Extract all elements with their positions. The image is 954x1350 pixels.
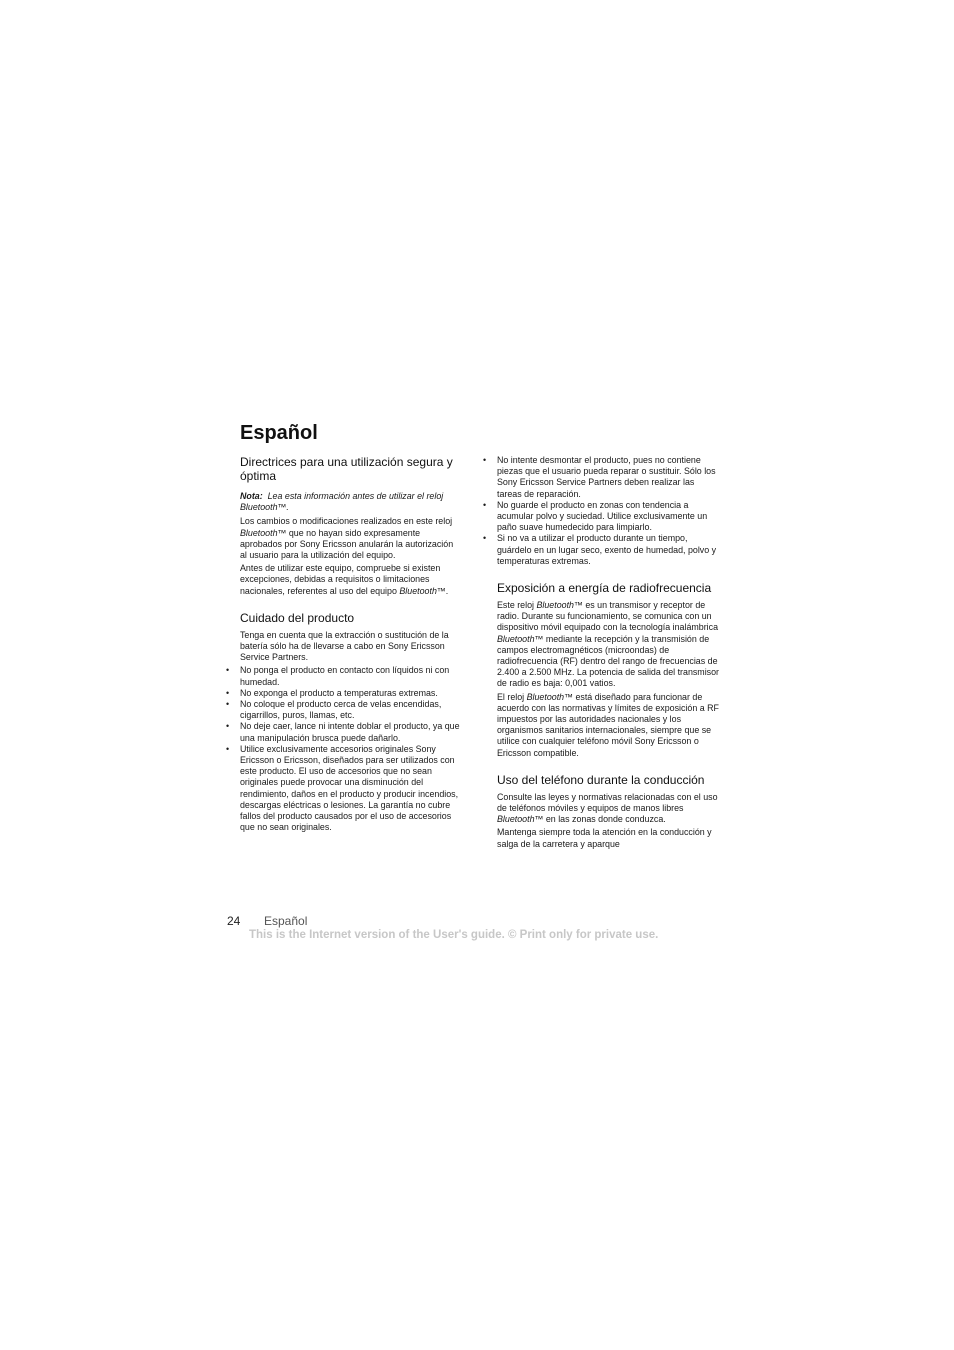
text-span: ™ está diseñado para funcionar de acuerdo con las normativas y límites de exposición a RF impuestos por las autoridades nacionales y los organismos sanitarios internacionales, siempre que se utilice con cualquier teléfono móvil Sony Ericsson o Ericsson compatible. [497,691,719,758]
bullet-icon: • [483,533,487,544]
list-item [226,699,462,721]
care-bullet-list [226,665,462,833]
text-span: El reloj [497,691,527,702]
bullet-icon: • [226,721,230,732]
bluetooth-term: Bluetooth [240,527,278,538]
list-item-text: No intente desmontar el producto, pues no contiene piezas que el usuario pueda reparar o sustituir. Sólo los Sony Ericsson Service Partners deben realizar las tareas de reparación. [497,455,716,499]
text-span: Los cambios o modificaciones realizados en este reloj [240,516,453,527]
note-label: Nota: [240,491,263,501]
list-item-text: Utilice exclusivamente accesorios originales Sony Ericsson o Ericsson, diseñados para ser utilizados con este producto. El uso de accesorios que no sean originales puede provocar una disminución del rendimiento, daños en el producto y producir incendios, descargas eléctricas o lesiones. La garantía no cubre fallos del producto causados por el uso de accesorios que no sean originales. [240,743,459,833]
list-item-text: No deje caer, lance ni intente doblar el producto, ya que una manipulación brusca puede dañarlo. [240,721,460,743]
bullet-icon: • [483,455,487,465]
bluetooth-term: Bluetooth [497,814,535,825]
list-item-text: No guarde el producto en zonas con tendencia a acumular polvo y suciedad. Utilice exclusivamente un paño suave humedecido para limpiarlo. [497,499,708,533]
text-span: ™ en las zonas donde conduzca. [534,814,666,825]
bluetooth-term: Bluetooth [497,633,535,644]
care-bullet-list-continued [483,455,719,567]
list-item-text: No coloque el producto cerca de velas encendidas, cigarrillos, puros, llamas, etc. [240,699,442,721]
text-span: ™ mediante la recepción y la transmisión de campos electromagnéticos (microondas) de radiofrecuencia (RF) dentro del rango de frecuencias de 2.400 a 2.500 MHz. La potencia de salida del transmisor de radio es baja: 0,001 vatios. [497,633,720,689]
bullet-icon: • [483,499,487,510]
paragraph-driving-laws [497,792,719,826]
list-item [226,721,462,743]
list-item [483,533,719,567]
paragraph-battery: Tenga en cuenta que la extracción o sustitución de la batería sólo ha de llevarse a cabo en Sony Ericsson Service Partners. [240,629,449,663]
section-heading-driving: Uso del teléfono durante la conducción [497,772,705,787]
list-item [483,499,719,534]
footer-section-label: Español [264,914,308,928]
paragraph-rf-limits [497,692,719,759]
text-span: ™ que no hayan sido expresamente aprobados por Sony Ericsson anularán la autorización al usuario para la utilización del equipo. [240,527,454,561]
list-item [226,687,462,699]
left-column [226,455,462,833]
list-item-text: Si no va a utilizar el producto durante un tiempo, guárdelo en un lugar seco, exento de humedad, polvo y temperaturas extremas. [497,533,717,566]
text-span: Este reloj [497,600,537,611]
paragraph-exceptions [240,563,462,597]
page-number: 24 [227,914,241,928]
bullet-icon: • [226,687,230,698]
section-heading-care: Cuidado del producto [240,610,355,625]
list-item-text: No ponga el producto en contacto con líquidos ni con humedad. [240,665,450,687]
bullet-icon: • [226,699,230,710]
paragraph-driving-attention: Mantenga siempre toda la atención en la conducción y salga de la carretera y aparque [497,827,712,849]
bluetooth-term: Bluetooth [526,691,565,702]
paragraph-modifications [240,516,462,561]
section-heading-safety: Directrices para una utilización segura y óptima [240,455,453,483]
text-span: ™ es un transmisor y receptor de radio. Durante su funcionamiento, se comunica con un dispositivo móvil equipado con la tecnología inalámbrica [497,600,719,633]
bluetooth-term: Bluetooth [536,600,574,611]
internet-version-notice: This is the Internet version of the User's guide. © Print only for private use. [249,929,659,941]
note-text: Lea esta información antes de utilizar el reloj Bluetooth™. [240,491,444,513]
text-span: Antes de utilizar este equipo, compruebe si existen excepciones, debidas a requisitos o limitaciones nacionales, referentes al uso del equipo [240,563,441,596]
list-item-text: No exponga el producto a temperaturas extremas. [240,687,438,698]
bullet-icon: • [226,665,230,676]
bullet-icon: • [226,743,230,754]
list-item [483,455,719,500]
bluetooth-term: Bluetooth [399,585,437,596]
section-heading-rf-exposure: Exposición a energía de radiofrecuencia [497,581,712,596]
list-item [226,743,462,834]
note [240,491,462,513]
paragraph-rf-transmitter [497,600,719,690]
text-span: Consulte las leyes y normativas relacionadas con el uso de teléfonos móviles y equipos de manos libres [497,791,718,814]
list-item [226,665,462,687]
right-column [483,455,720,852]
page-title: Español [240,422,318,444]
text-span: ™. [436,585,449,596]
